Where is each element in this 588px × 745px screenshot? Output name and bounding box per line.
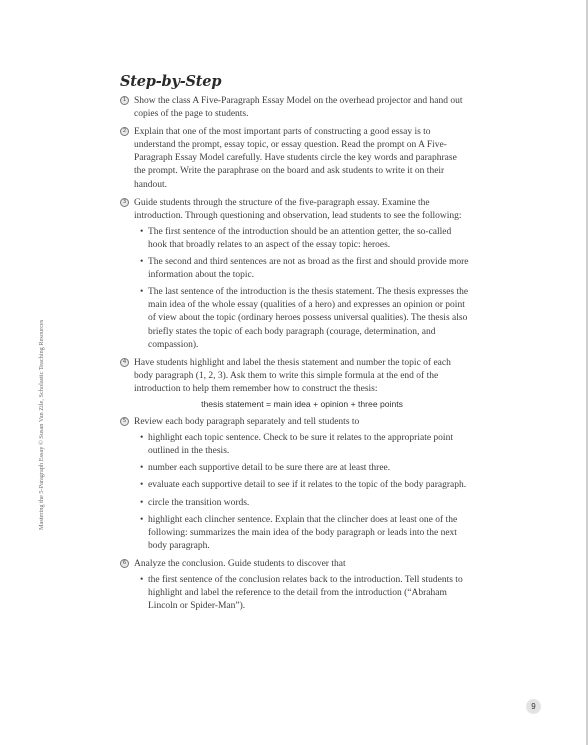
bullet-icon: • <box>140 497 144 508</box>
bullet-icon: • <box>140 575 144 585</box>
bullet-text: the first sentence of the conclusion relates back to the introduction. Tell students to highlight and label the reference to the detail from the introduction (“Abraham Lincoln or Spider-Man”). <box>148 575 463 612</box>
bullet-text: The second and third sentences are not as broad as the first and should provide more information about the topic. <box>148 257 469 281</box>
bullet-text: The first sentence of the introduction should be an attention getter, the so-called hook that broadly relates to an aspect of the essay topic: heroes. <box>148 226 452 250</box>
bullet-text: highlight each clincher sentence. Explain that the clincher does at least one of the following: summarizes the main idea of the body paragraph or leads into the next body paragraph. <box>148 514 458 551</box>
bullet-icon: • <box>140 287 144 298</box>
step-text: Analyze the conclusion. Guide students to discover that <box>134 558 346 569</box>
step-5 <box>120 416 470 553</box>
step-6 <box>120 558 470 613</box>
bullet-text: highlight each topic sentence. Check to be sure it relates to the appropriate point outlined in the thesis. <box>148 433 453 457</box>
list-item <box>134 479 470 492</box>
steps-list <box>120 95 470 618</box>
list-item <box>134 574 470 613</box>
bullet-icon: • <box>140 480 144 491</box>
list-item <box>134 514 470 553</box>
step-2 <box>120 126 470 191</box>
bullet-icon: • <box>140 514 144 525</box>
list-item <box>134 462 470 475</box>
section-heading: Step-by-Step <box>120 73 222 90</box>
step-number-icon: 3 <box>120 198 129 207</box>
list-item <box>134 226 470 252</box>
bullet-icon: • <box>140 226 144 237</box>
step-1 <box>120 95 470 121</box>
step-number-icon: 1 <box>120 96 129 105</box>
step-3 <box>120 197 470 352</box>
bullet-text: number each supportive detail to be sure there are at least three. <box>148 463 391 474</box>
thesis-formula: thesis statement = main idea + opinion + three points <box>201 398 403 409</box>
bullet-text: circle the transition words. <box>148 497 250 508</box>
copyright-sidebar: Mastering the 5-Paragraph Essay © Susan Van Zile, Scholastic Teaching Resources <box>38 319 45 530</box>
page-number: 9 <box>526 699 541 714</box>
list-item <box>134 256 470 282</box>
step-text: Guide students through the structure of the five-paragraph essay. Examine the introduction. Through questioning and observation, lead students to see the following: <box>134 197 462 221</box>
bullet-list <box>134 226 470 352</box>
bullet-icon: • <box>140 463 144 474</box>
step-text: Explain that one of the most important parts of constructing a good essay is to understand the prompt, essay topic, or essay question. Read the prompt on A Five-Paragraph Essay Model carefully. Have students circle the key words and paraphrase the prompt. Write the paraphrase on the board and ask students to write it on their handout. <box>134 127 457 190</box>
bullet-icon: • <box>140 257 144 268</box>
step-number-icon: 4 <box>120 358 129 367</box>
step-4 <box>120 357 470 411</box>
list-item <box>134 432 470 458</box>
bullet-list <box>134 574 470 613</box>
step-text: Show the class A Five-Paragraph Essay Model on the overhead projector and hand out copies of the page to students. <box>134 96 463 120</box>
step-text: Review each body paragraph separately and tell students to <box>134 417 360 428</box>
step-number-icon: 6 <box>120 559 129 568</box>
bullet-icon: • <box>140 433 144 444</box>
list-item <box>134 497 470 510</box>
step-text: Have students highlight and label the thesis statement and number the topic of each body paragraph (1, 2, 3). Ask them to write this simple formula at the end of the introduction to help them remember how to construct the thesis: <box>134 357 451 394</box>
bullet-list <box>134 432 470 553</box>
bullet-text: The last sentence of the introduction is the thesis statement. The thesis expresses the main idea of the whole essay (qualities of a hero) and expresses an opinion or point of view about the topic (ordinary heroes possess universal qualities). The thesis also briefly states the topic of each body paragraph (courage, determination, and compassion). <box>148 287 469 350</box>
bullet-text: evaluate each supportive detail to see if it relates to the topic of the body paragraph. <box>148 480 467 491</box>
step-number-icon: 5 <box>120 417 129 426</box>
step-number-icon: 2 <box>120 127 129 136</box>
list-item <box>134 286 470 351</box>
